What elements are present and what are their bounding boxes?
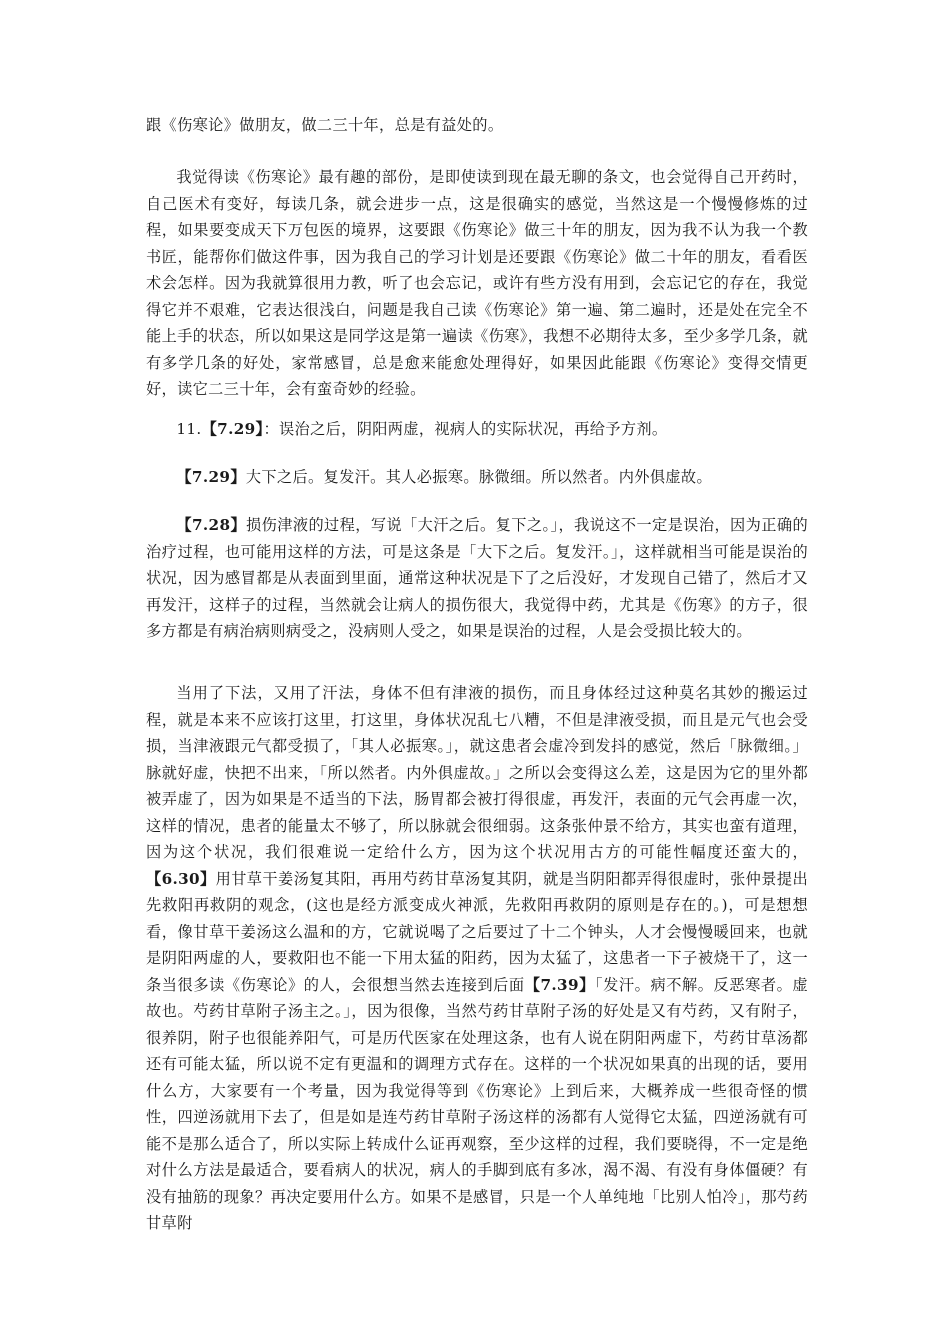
- paragraph: [146, 416, 808, 443]
- clause-reference: 【6.30】: [146, 869, 216, 888]
- clause-reference: 【7.29】: [176, 468, 246, 486]
- paragraph: [146, 464, 808, 491]
- paragraph-text: [146, 464, 808, 491]
- clause-reference: 【7.28】: [176, 516, 247, 534]
- text-segment: 损伤津液的过程，写说「大汗之后。复下之。」，我说这不一定是误治，因为正确的治疗过程，也可能用这样的方法，可是这条是「大下之后。复发汗。」，这样就相当可能是误治的状况，因为感冒都是从表面到里面，通常这种状况是下了之后没好，才发现自己错了，然后才又再发汗，这样子的过程，当然就会让病人的损伤很大，我觉得中药，尤其是《伤寒》的方子，很多方都是有病治病则病受之，没病则人受之，如果是误治的过程，人是会受损比较大的。: [146, 516, 808, 640]
- text-segment: 用甘草干姜汤复其阳，再用芍药甘草汤复其阴，就是当阴阳都弄得很虚时，张仲景提出先救阳再救阴的观念，(这也是经方派变成火神派，先救阳再救阴的原则是存在的。)，可是想想看，像甘草干姜汤这么温和的方，它就说喝了之后要过了十二个钟头，人才会慢慢暖回来，也就是阴阳两虚的人，要救阳也不能一下用太猛的阳药，因为太猛了，这患者一下子被烧干了，这一条当很多读《伤寒论》的人，会很想当然去连接到后面: [146, 869, 808, 994]
- clause-reference: 【7.29】: [201, 420, 264, 438]
- paragraph: [146, 112, 808, 139]
- text-segment: 「发汗。病不解。反恶寒者。虚故也。芍药甘草附子汤主之。」，因为很像，当然芍药甘草附子汤的好处是又有芍药，又有附子，很养阴，附子也很能养阳气，可是历代医家在处理这条，也有人说在阴阳两虚下，芍药甘草汤都还有可能太猛，所以说不定有更温和的调理方式存在。这样的一个状况如果真的出现的话，要用什么方，大家要有一个考量，因为我觉得等到《伤寒论》上到后来，大概养成一些很奇怪的惯性，四逆汤就用下去了，但是如是连芍药甘草附子汤这样的汤都有人觉得它太猛，四逆汤就有可能不是那么适合了，所以实际上转成什么证再观察，至少这样的过程，我们要晓得，不一定是绝对什么方法是最适合，要看病人的状况，病人的手脚到底有多冰，渴不渴、有没有身体僵硬？有没有抽筋的现象？再决定要用什么方。如果不是感冒，只是一个人单纯地「比别人怕冷」，那芍药甘草附: [146, 975, 808, 1232]
- text-segment: 跟《伤寒论》做朋友，做二三十年，总是有益处的。: [146, 116, 504, 134]
- paragraph: [146, 164, 808, 403]
- paragraph-text: [146, 512, 808, 645]
- paragraph-text: [146, 112, 808, 139]
- paragraph: [146, 680, 808, 1237]
- paragraph-text: [146, 416, 808, 443]
- text-segment: ：误治之后，阴阳两虚，视病人的实际状况，再给予方剂。: [263, 420, 668, 438]
- clause-reference: 【7.39】: [524, 975, 595, 994]
- paragraph-text: [146, 164, 808, 403]
- text-segment: 11.: [176, 420, 202, 438]
- text-segment: 大下之后。复发汗。其人必振寒。脉微细。所以然者。内外俱虚故。: [245, 468, 712, 486]
- text-segment: 我觉得读《伤寒论》最有趣的部份，是即使读到现在最无聊的条文，也会觉得自己开药时，自己医术有变好，每读几条，就会进步一点，这是很确实的感觉，当然这是一个慢慢修炼的过程，如果要变成天下万包医的境界，这要跟《伤寒论》做三十年的朋友，因为我不认为我一个教书匠，能帮你们做这件事，因为我自己的学习计划是还要跟《伤寒论》做二十年的朋友，看看医术会怎样。因为我就算很用力教，听了也会忘记，或许有些方没有用到，会忘记它的存在，我觉得它并不艰难，它表达很浅白，问题是我自己读《伤寒论》第一遍、第二遍时，还是处在完全不能上手的状态，所以如果这是同学这是第一遍读《伤寒》，我想不必期待太多，至少多学几条，就有多学几条的好处，家常感冒，总是愈来能愈处理得好，如果因此能跟《伤寒论》变得交情更好，读它二三十年，会有蛮奇妙的经验。: [146, 168, 808, 398]
- text-segment: 当用了下法，又用了汗法，身体不但有津液的损伤，而且身体经过这种莫名其妙的搬运过程，就是本来不应该打这里，打这里，身体状况乱七八糟，不但是津液受损，而且是元气也会受损，当津液跟元气都受损了，「其人必振寒。」，就这患者会虚冷到发抖的感觉，然后「脉微细。」脉就好虚，快把不出来，「所以然者。内外俱虚故。」之所以会变得这么差，这是因为它的里外都被弄虚了，因为如果是不适当的下法，肠胃都会被打得很虚，再发汗，表面的元气会再虚一次，这样的情况，患者的能量太不够了，所以脉就会很细弱。这条张仲景不给方，其实也蛮有道理，因为这个状况，我们很难说一定给什么方，因为这个状况用古方的可能性幅度还蛮大的，: [146, 684, 808, 861]
- paragraph-text: [146, 680, 808, 1237]
- paragraph: [146, 512, 808, 645]
